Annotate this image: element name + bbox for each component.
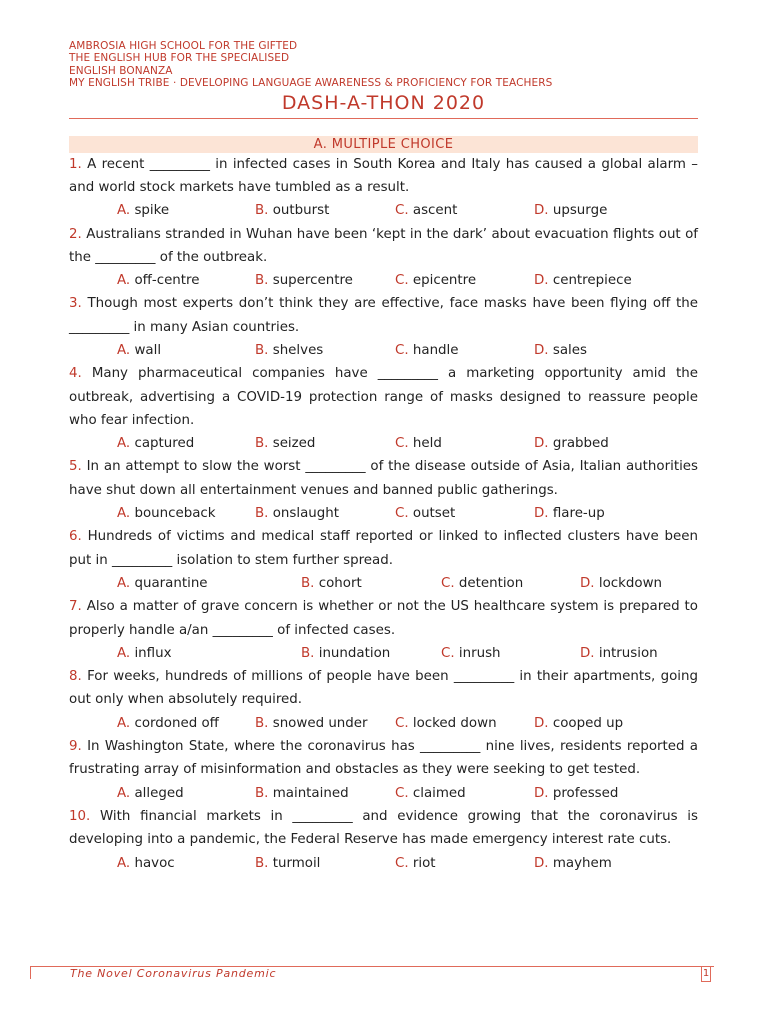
option-letter: B. [301,645,315,661]
option-letter: D. [534,436,549,452]
question-item [69,455,698,525]
option-text: havoc [134,855,175,871]
option-text: professed [552,785,619,801]
question-number: 8. [69,669,82,685]
option-letter: C. [395,785,409,801]
question-number: 9. [69,739,82,755]
answer-option[interactable] [395,199,457,222]
option-text: inrush [458,645,501,661]
answer-option[interactable] [395,782,466,805]
question-text [69,362,698,432]
question-text [69,595,698,642]
option-text: lockdown [598,575,663,591]
answer-option[interactable] [255,199,329,222]
option-letter: D. [534,506,549,522]
question-stem: With financial markets in _________ and evidence growing that the coronavirus is developing into a pandemic, the Federal Reserve has made emergency interest rate cuts. [69,808,698,848]
option-text: intrusion [598,645,658,661]
answer-option[interactable] [117,339,161,362]
header-hub-line: THE ENGLISH HUB FOR THE SPECIALISED [69,52,290,65]
question-number: 5. [69,459,82,475]
question-text [69,223,698,270]
answer-options [69,502,698,525]
question-text [69,805,698,852]
question-text [69,525,698,572]
question-item [69,362,698,455]
option-letter: A. [117,575,131,591]
answer-option[interactable] [117,572,208,595]
question-stem: Hundreds of victims and medical staff reported or linked to inflected clusters have been put in _________ isolation to stem further spread. [69,529,698,568]
option-letter: B. [255,785,269,801]
answer-option[interactable] [255,712,368,735]
option-letter: B. [255,343,269,358]
answer-option[interactable] [534,432,609,455]
question-number: 4. [69,366,82,382]
question-stem: Australians stranded in Wuhan have been ‘kept in the dark’ about evacuation flights out of the _________ of the outbreak. [69,226,698,265]
question-number: 1. [69,156,82,172]
option-text: mayhem [552,855,612,871]
answer-option[interactable] [255,269,353,292]
question-stem: Many pharmaceutical companies have _________ a marketing opportunity amid the outbreak, advertising a COVID-19 protection range of masks designed to reassure people who fear infection. [69,366,698,428]
answer-option[interactable] [117,199,169,222]
option-text: handle [412,343,459,358]
answer-option[interactable] [255,432,315,455]
option-letter: B. [255,273,269,289]
answer-option[interactable] [255,852,320,875]
option-text: epicentre [412,273,477,289]
answer-options [69,269,698,292]
option-text: locked down [412,715,497,731]
header-tribe-line: MY ENGLISH TRIBE · DEVELOPING LANGUAGE AWARENESS & PROFICIENCY FOR TEACHERS [69,77,553,90]
option-letter: A. [117,506,131,522]
header-divider [69,118,698,119]
question-stem: A recent _________ in infected cases in South Korea and Italy has caused a global alarm – and world stock markets have tumbled as a result. [69,156,698,195]
option-letter: D. [580,575,595,591]
option-letter: B. [255,506,269,522]
option-text: alleged [134,785,184,801]
header [69,40,698,119]
option-letter: C. [395,855,409,871]
option-text: grabbed [552,436,609,452]
option-letter: B. [255,436,269,452]
question-text [69,153,698,200]
option-letter: A. [117,785,131,801]
question-item [69,805,698,875]
answer-options [69,852,698,875]
option-letter: B. [255,715,269,731]
answer-option[interactable] [395,269,476,292]
answer-option[interactable] [117,712,219,735]
question-number: 10. [69,808,91,824]
header-school-line: AMBROSIA HIGH SCHOOL FOR THE GIFTED [69,40,298,52]
option-letter: A. [117,715,131,731]
answer-option[interactable] [117,642,172,665]
option-text: captured [134,436,195,452]
option-letter: C. [395,436,409,452]
option-letter: A. [117,645,131,661]
question-text [69,735,698,782]
answer-option[interactable] [534,269,632,292]
option-text: influx [134,645,172,661]
question-stem: In an attempt to slow the worst _________ of the disease outside of Asia, Italian authorities have shut down all entertainment venues and banned public gatherings. [69,459,698,498]
answer-option[interactable] [301,572,362,595]
option-letter: A. [117,436,131,452]
option-letter: C. [441,575,455,591]
option-text: bounceback [134,506,216,522]
option-letter: C. [395,506,409,522]
question-text [69,665,698,712]
option-text: snowed under [272,715,368,731]
answer-option[interactable] [117,432,194,455]
option-text: sales [552,343,587,358]
answer-option[interactable] [255,782,349,805]
option-letter: D. [534,203,549,219]
option-letter: D. [534,785,549,801]
answer-option[interactable] [534,199,607,222]
question-number: 7. [69,599,82,615]
answer-option[interactable] [395,339,459,362]
question-item [69,525,698,595]
option-text: quarantine [134,575,208,591]
page-number: 1 [701,966,711,982]
answer-option[interactable] [534,782,618,805]
option-letter: A. [117,203,131,219]
option-text: cordoned off [134,715,219,731]
question-number: 3. [69,296,82,312]
option-letter: D. [534,273,549,289]
answer-option[interactable] [441,572,523,595]
question-text [69,455,698,502]
answer-option[interactable] [255,502,339,525]
answer-option[interactable] [255,339,323,362]
option-letter: B. [255,855,269,871]
option-text: shelves [272,343,324,358]
answer-option[interactable] [301,642,390,665]
option-text: supercentre [272,273,353,289]
answer-option[interactable] [395,712,497,735]
question-item [69,735,698,805]
answer-option[interactable] [117,502,216,525]
answer-option[interactable] [395,432,442,455]
option-text: outburst [272,203,330,219]
answer-option[interactable] [580,642,658,665]
section-title: A. MULTIPLE CHOICE [69,136,698,153]
answer-options [69,432,698,455]
answer-options [69,782,698,805]
option-text: seized [272,436,316,452]
option-text: detention [458,575,524,591]
option-letter: D. [534,715,549,731]
answer-option[interactable] [395,502,455,525]
worksheet-page [69,40,698,875]
answer-option[interactable] [117,782,184,805]
option-text: held [412,436,442,452]
question-number: 6. [69,529,82,545]
option-letter: C. [395,715,409,731]
answer-option[interactable] [534,852,612,875]
page-title: DASH-A-THON 2020 [281,91,486,114]
question-item [69,292,698,362]
question-item [69,223,698,293]
answer-options [69,642,698,665]
option-letter: A. [117,855,131,871]
option-text: maintained [272,785,349,801]
answer-option[interactable] [441,642,501,665]
option-text: off-centre [134,273,200,289]
option-letter: B. [255,203,269,219]
option-letter: D. [534,343,549,358]
footer-title: The Novel Coronavirus Pandemic [70,967,277,980]
answer-option[interactable] [395,852,436,875]
option-text: centrepiece [552,273,632,289]
header-bonanza-line: ENGLISH BONANZA [69,64,173,77]
answer-option[interactable] [117,852,175,875]
option-text: claimed [412,785,466,801]
question-stem: In Washington State, where the coronavirus has _________ nine lives, residents reported a frustrating array of misinformation and obstacles as they were seeking to get tested. [69,739,699,778]
option-letter: C. [395,273,409,289]
option-text: onslaught [272,506,340,522]
answer-options [69,199,698,222]
option-letter: B. [301,575,315,591]
option-letter: C. [395,343,409,358]
answer-option[interactable] [534,502,605,525]
option-text: wall [134,343,162,358]
question-list [69,153,698,875]
answer-option[interactable] [534,339,587,362]
option-letter: D. [534,855,549,871]
option-text: outset [412,506,456,522]
question-stem: Though most experts don’t think they are effective, face masks have been flying off the _________ in many Asian countries. [69,296,699,335]
question-item [69,595,698,665]
question-stem: Also a matter of grave concern is whether or not the US healthcare system is prepared to properly handle a/an _________ of infected cases. [69,599,698,638]
option-text: spike [134,203,170,219]
question-item [69,665,698,735]
question-stem: For weeks, hundreds of millions of people have been _________ in their apartments, going out only when absolutely required. [69,669,698,708]
answer-options [69,339,698,362]
option-text: riot [412,855,436,871]
answer-option[interactable] [117,269,200,292]
answer-options [69,712,698,735]
option-letter: A. [117,343,131,358]
question-number: 2. [69,226,82,242]
option-text: inundation [318,645,391,661]
option-letter: A. [117,273,131,289]
option-text: cohort [318,575,362,591]
option-text: upsurge [552,203,608,219]
question-text [69,292,698,339]
option-text: flare-up [552,506,605,522]
answer-option[interactable] [534,712,623,735]
answer-options [69,572,698,595]
answer-option[interactable] [580,572,662,595]
option-text: cooped up [552,715,624,731]
option-letter: C. [441,645,455,661]
option-text: turmoil [272,855,321,871]
option-letter: C. [395,203,409,219]
option-letter: D. [580,645,595,661]
option-text: ascent [412,203,458,219]
question-item [69,153,698,223]
